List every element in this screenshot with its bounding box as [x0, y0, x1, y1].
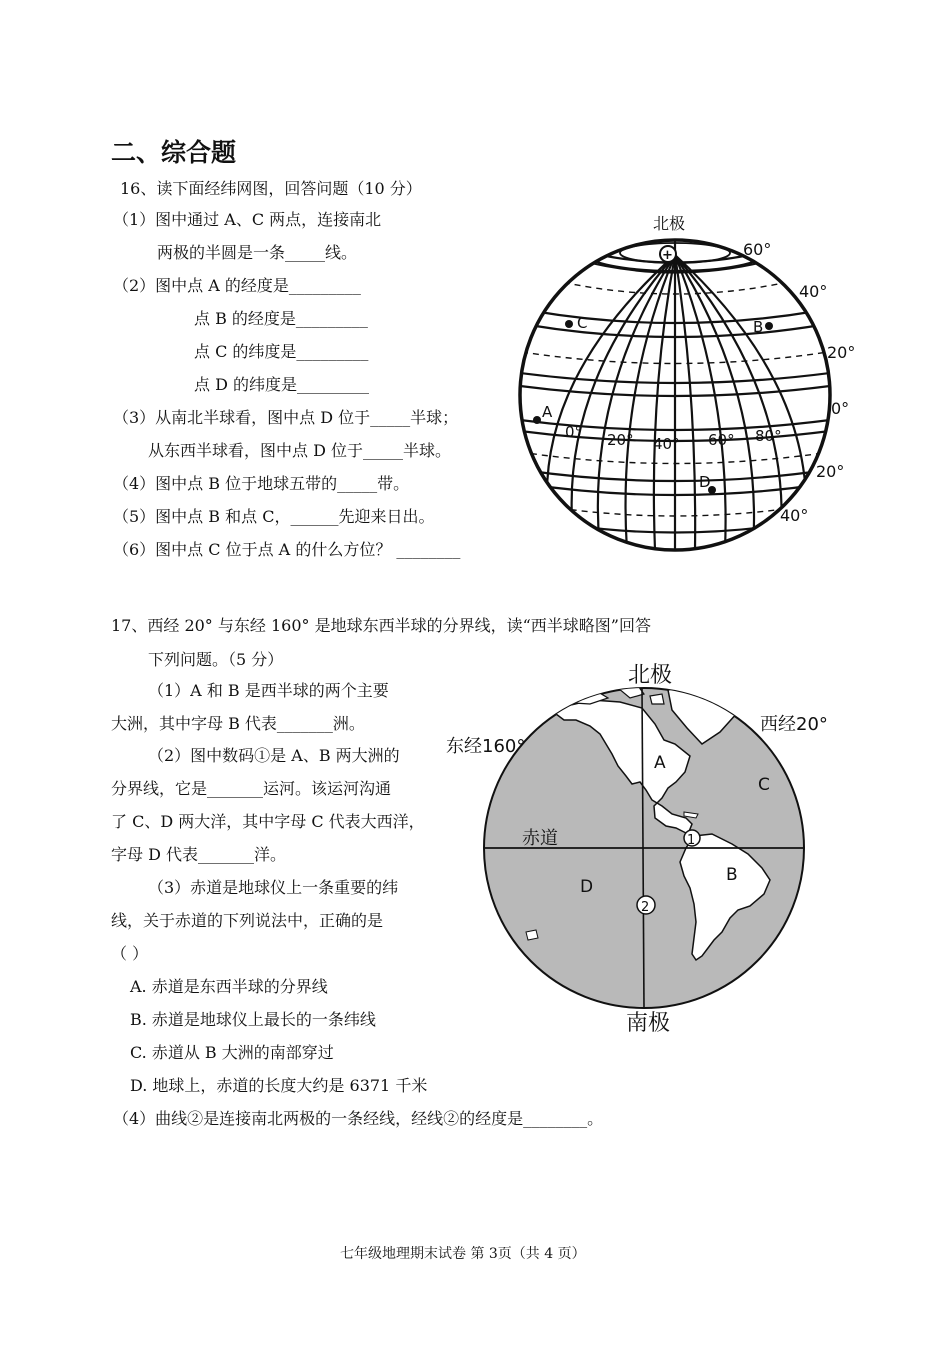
- south-atlantic-island: [790, 952, 802, 964]
- q16-part1-line2: 两极的半圆是一条_____线。: [157, 243, 358, 262]
- q16-part2-line4: 点 D 的纬度是_________: [194, 375, 370, 394]
- graticule-globe-figure: [505, 205, 880, 560]
- q16-part2-line1: （2）图中点 A 的经度是_________: [113, 276, 361, 295]
- q16-part4: （4）图中点 B 位于地球五带的_____带。: [113, 474, 410, 493]
- point-b-dot: [765, 322, 773, 330]
- map-label-b: B: [726, 865, 738, 885]
- lat-label-40n: 40°: [799, 282, 828, 301]
- q17-part3-line1: （3）赤道是地球仪上一条重要的纬: [148, 878, 399, 897]
- marker-2-label: 2: [641, 900, 650, 915]
- page-footer: 七年级地理期末试卷 第 3页（共 4 页）: [340, 1246, 586, 1262]
- q17-option-d: D. 地球上，赤道的长度大约是 6371 千米: [130, 1076, 428, 1095]
- section-title: 二、综合题: [111, 138, 237, 167]
- map-label-a: A: [654, 753, 666, 773]
- lon-label-20: 20°: [607, 431, 634, 449]
- q17-part4: （4）曲线②是连接南北两极的一条经线，经线②的经度是________。: [113, 1109, 604, 1128]
- q17-part2-line3: 了 C、D 两大洋，其中字母 C 代表大西洋，: [111, 812, 425, 831]
- point-b-label: B: [753, 318, 764, 336]
- q17-part3-line2: 线，关于赤道的下列说法中，正确的是: [111, 911, 384, 930]
- lat-label-0: 0°: [831, 399, 850, 418]
- marker-1-label: 1: [687, 833, 696, 848]
- map-west-20: 西经20°: [760, 714, 828, 735]
- north-pole-label: 北极: [653, 214, 686, 233]
- q16-part6: （6）图中点 C 位于点 A 的什么方位？ ________: [113, 540, 461, 559]
- q17-option-b: B. 赤道是地球仪上最长的一条纬线: [130, 1010, 376, 1029]
- map-east-160: 东经160°: [446, 736, 526, 757]
- q17-stem-line2: 下列问题。（5 分）: [148, 650, 284, 669]
- q17-option-a: A. 赤道是东西半球的分界线: [130, 977, 328, 996]
- q16-part1-line1: （1）图中通过 A、C 两点，连接南北: [113, 210, 382, 229]
- pole-plus: +: [662, 248, 673, 263]
- lat-label-20s: 20°: [816, 462, 845, 481]
- q16-part5: （5）图中点 B 和点 C，______先迎来日出。: [113, 507, 435, 526]
- q17-part1-line1: （1）A 和 B 是西半球的两个主要: [148, 681, 389, 700]
- q17-stem-line1: 17、西经 20° 与东经 160° 是地球东西半球的分界线，读“西半球略图”回答: [111, 616, 651, 635]
- arctic-island-3: [650, 694, 664, 704]
- q17-part2-line2: 分界线，它是_______运河。该运河沟通: [111, 779, 392, 798]
- lon-label-60: 60°: [708, 431, 735, 449]
- q17-option-c: C. 赤道从 B 大洲的南部穿过: [130, 1043, 334, 1062]
- point-a-dot: [533, 416, 541, 424]
- point-c-label: C: [577, 314, 588, 332]
- q16-part2-line2: 点 B 的经度是_________: [194, 309, 368, 328]
- lat-label-60n: 60°: [743, 240, 772, 259]
- point-a-label: A: [542, 403, 553, 421]
- map-north-pole: 北极: [628, 663, 673, 688]
- lon-label-0: 0°: [565, 423, 583, 441]
- q17-part1-line2: 大洲，其中字母 B 代表_______洲。: [111, 714, 365, 733]
- map-south-pole: 南极: [626, 1011, 671, 1036]
- lat-label-40s: 40°: [780, 506, 809, 525]
- q16-part2-line3: 点 C 的纬度是_________: [194, 342, 369, 361]
- q16-part3-line1: （3）从南北半球看，图中点 D 位于_____半球；: [113, 408, 459, 427]
- q17-answer-paren: （ ）: [111, 944, 149, 963]
- q17-part2-line1: （2）图中数码①是 A、B 两大洲的: [148, 746, 400, 765]
- map-label-d: D: [580, 877, 594, 897]
- pacific-island: [526, 930, 538, 940]
- point-d-label: D: [699, 473, 711, 491]
- q17-part2-line4: 字母 D 代表_______洋。: [111, 845, 287, 864]
- point-c-dot: [565, 320, 573, 328]
- q16-part3-line2: 从东西半球看，图中点 D 位于_____半球。: [148, 441, 452, 460]
- lat-label-20n: 20°: [827, 343, 856, 362]
- map-equator-label: 赤道: [522, 828, 558, 849]
- western-hemisphere-map: [440, 648, 840, 1038]
- lon-label-80: 80°: [755, 427, 782, 445]
- map-label-c: C: [758, 775, 770, 795]
- q16-stem: 16、读下面经纬网图，回答问题（10 分）: [120, 179, 422, 198]
- lon-label-40: 40°: [653, 435, 680, 453]
